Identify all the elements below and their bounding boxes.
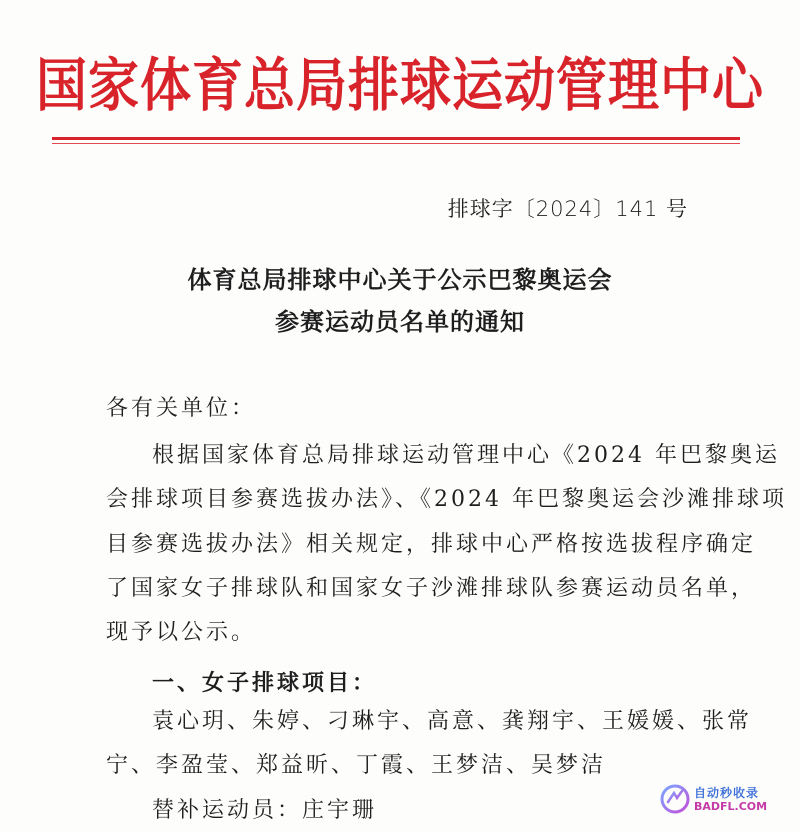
watermark-cn-text: 自动秒收录: [694, 785, 760, 800]
header-rule-thick: [52, 137, 740, 140]
athlete-list-line: 袁心玥、朱婷、刁琳宇、高意、龚翔宇、王媛媛、张常: [152, 709, 753, 734]
substitute-athlete-line: 替补运动员：庄宇珊: [152, 798, 378, 823]
section-heading-womens-volleyball: 一、女子排球项目：: [152, 671, 378, 696]
paragraph-line: 会排球项目参赛选拔办法》、《2024 年巴黎奥运会沙滩排球项: [106, 487, 787, 512]
site-watermark: [660, 784, 778, 814]
notice-title-line-1: 体育总局排球中心关于公示巴黎奥运会: [187, 266, 613, 294]
paragraph-line: 目参赛选拔办法》相关规定，排球中心严格按选拔程序确定: [106, 532, 757, 557]
watermark-en-text: BADFL.COM: [694, 799, 768, 813]
paragraph-line: 了国家女子排球队和国家女子沙滩排球队参赛运动员名单，: [106, 576, 757, 601]
notice-title-line-2: 参赛运动员名单的通知: [275, 308, 525, 336]
paragraph-line: 根据国家体育总局排球运动管理中心《2024 年巴黎奥运: [152, 443, 780, 468]
paragraph-line: 现予以公示。: [106, 620, 257, 645]
header-rule-thin: [52, 143, 740, 144]
document-number: 排球字〔2024〕141 号: [447, 197, 688, 221]
org-header-title: 国家体育总局排球运动管理中心: [35, 53, 764, 120]
salutation: 各有关单位：: [106, 396, 257, 421]
watermark-logo-icon: [660, 784, 690, 814]
athlete-list-line: 宁、李盈莹、郑益昕、丁霞、王梦洁、吴梦洁: [106, 753, 607, 778]
